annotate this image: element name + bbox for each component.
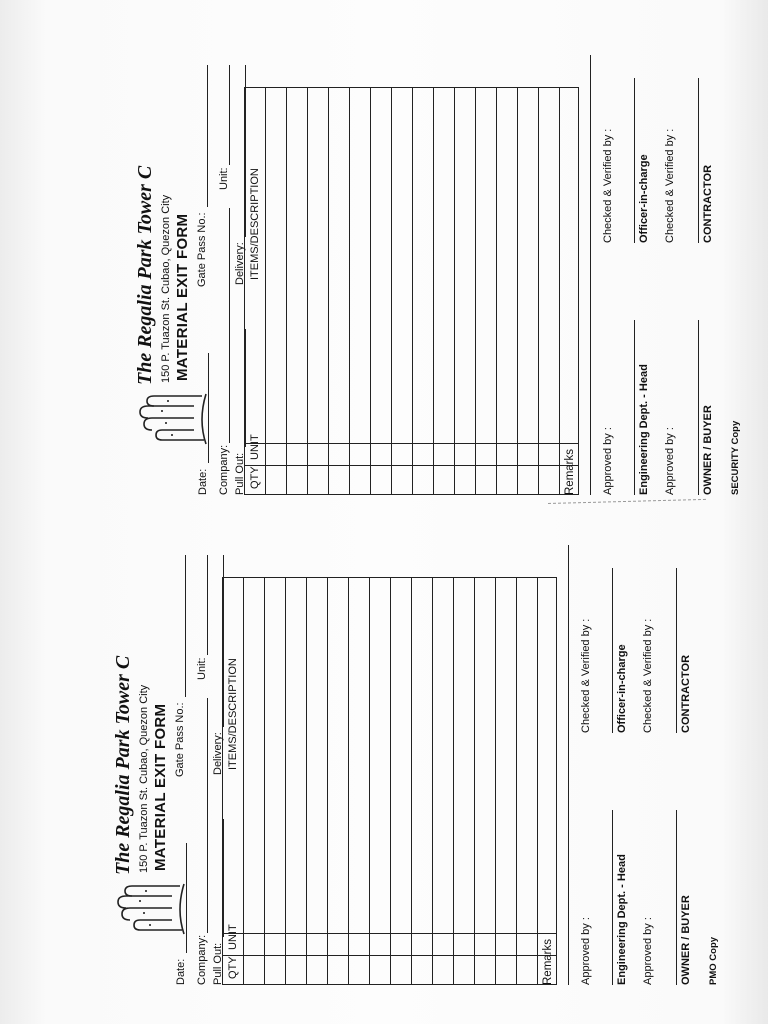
items-table-header (245, 88, 266, 494)
signature-section-pmo (570, 485, 768, 985)
signature-section-security (592, 0, 768, 495)
items-description-header: ITEMS/DESCRIPTION (227, 658, 239, 770)
date-field[interactable] (208, 353, 209, 463)
delivery-label: Delivery: (234, 242, 246, 285)
gate-pass-label: Gate Pass No.: (174, 702, 186, 777)
company-field[interactable] (207, 698, 208, 933)
contractor-label: CONTRACTOR (680, 654, 692, 733)
company-field[interactable] (229, 208, 230, 443)
gate-pass-field[interactable] (185, 555, 186, 697)
hand-logo-icon (110, 882, 190, 940)
items-table-header (223, 578, 244, 984)
officer-signature-line[interactable] (634, 78, 635, 243)
contractor-signature-line[interactable] (676, 568, 677, 733)
owner-buyer-label: OWNER / BUYER (702, 405, 714, 495)
remarks-label: Remarks (564, 448, 576, 495)
delivery-label: Delivery: (212, 732, 224, 775)
gate-pass-label: Gate Pass No.: (196, 212, 208, 287)
eng-head-label: Engineering Dept. - Head (638, 364, 650, 495)
remarks-line (568, 545, 569, 985)
checked-verified-label-1: Checked & Verified by : (602, 128, 614, 243)
date-label: Date: (197, 468, 209, 495)
date-field[interactable] (186, 843, 187, 953)
remarks-line (590, 55, 591, 495)
hand-logo-icon (132, 392, 212, 450)
form-title: MATERIAL EXIT FORM (152, 703, 169, 871)
copy-label: PMO Copy (708, 936, 719, 985)
officer-label: Officer-in-charge (616, 644, 628, 733)
material-exit-form-pmo (110, 485, 560, 985)
form-title: MATERIAL EXIT FORM (174, 213, 191, 381)
unit-header: UNIT (249, 434, 261, 460)
checked-verified-label-2: Checked & Verified by : (642, 618, 654, 733)
company-label: Company: (218, 444, 230, 495)
unit-field[interactable] (207, 555, 208, 655)
material-exit-form-security (132, 0, 582, 495)
eng-head-signature-line[interactable] (634, 320, 635, 495)
copy-label: SECURITY Copy (730, 420, 741, 495)
unit-label: Unit: (218, 167, 230, 190)
officer-label: Officer-in-charge (638, 154, 650, 243)
eng-head-signature-line[interactable] (612, 810, 613, 985)
approved-by-label-2: Approved by : (664, 427, 676, 495)
owner-signature-line[interactable] (676, 810, 677, 985)
building-name: The Regalia Park Tower C (112, 655, 134, 875)
contractor-label: CONTRACTOR (702, 164, 714, 243)
approved-by-label-1: Approved by : (602, 427, 614, 495)
building-address: 150 P. Tuazon St. Cubao, Quezon City (160, 194, 172, 383)
approved-by-label-1: Approved by : (580, 917, 592, 985)
qty-header: QTY (227, 956, 239, 979)
qty-header: QTY (249, 466, 261, 489)
pull-out-label: Pull Out: (234, 452, 246, 495)
officer-signature-line[interactable] (612, 568, 613, 733)
items-table (244, 87, 579, 495)
checked-verified-label-1: Checked & Verified by : (580, 618, 592, 733)
owner-signature-line[interactable] (698, 320, 699, 495)
gate-pass-field[interactable] (207, 65, 208, 207)
eng-head-label: Engineering Dept. - Head (616, 854, 628, 985)
contractor-signature-line[interactable] (698, 78, 699, 243)
building-name: The Regalia Park Tower C (134, 165, 156, 385)
approved-by-label-2: Approved by : (642, 917, 654, 985)
unit-label: Unit: (196, 657, 208, 680)
unit-header: UNIT (227, 924, 239, 950)
remarks-label: Remarks (542, 938, 554, 985)
pull-out-label: Pull Out: (212, 942, 224, 985)
building-address: 150 P. Tuazon St. Cubao, Quezon City (138, 684, 150, 873)
date-label: Date: (175, 958, 187, 985)
owner-buyer-label: OWNER / BUYER (680, 895, 692, 985)
company-label: Company: (196, 934, 208, 985)
unit-field[interactable] (229, 65, 230, 165)
items-table (222, 577, 557, 985)
items-description-header: ITEMS/DESCRIPTION (249, 168, 261, 280)
checked-verified-label-2: Checked & Verified by : (664, 128, 676, 243)
